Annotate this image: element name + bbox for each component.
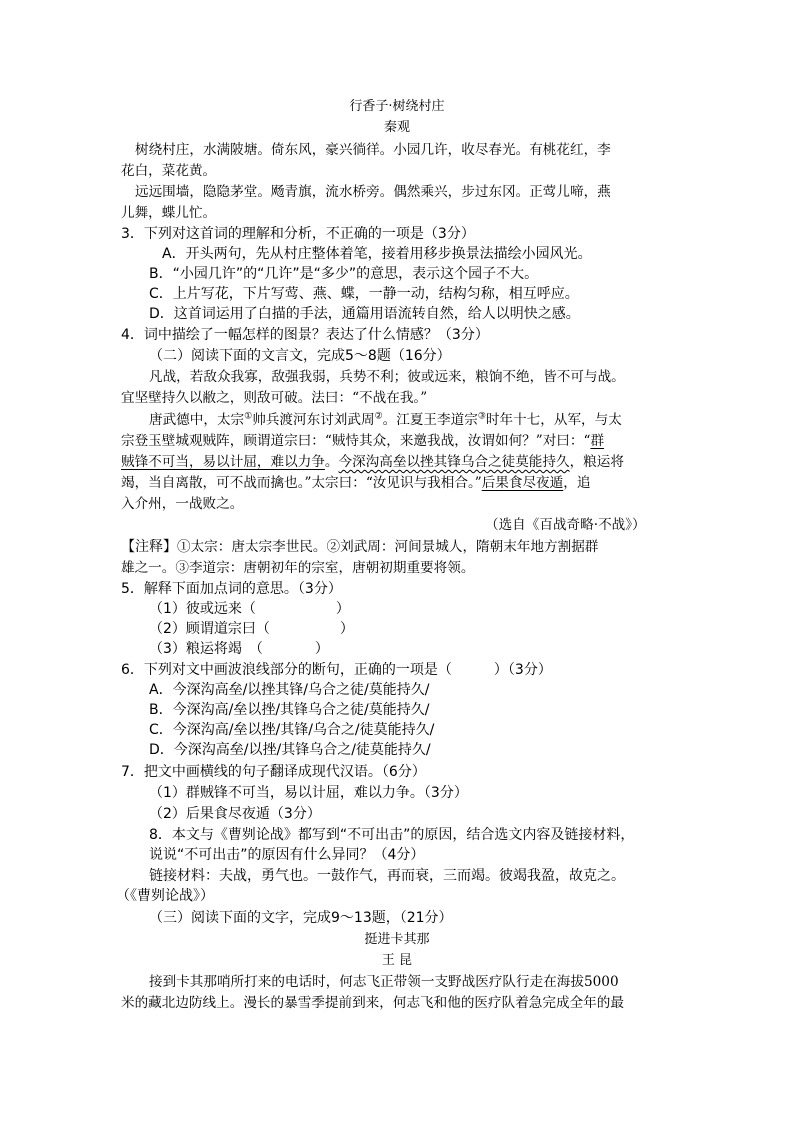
passage-line: 宗登玉壁城观贼阵，顾谓道宗曰：“贼恃其众，来邀我战，汝谓如何？”对曰：“群 bbox=[121, 433, 605, 449]
passage-line: 唐武德中，太宗①帅兵渡河东讨刘武周②。江夏王李道宗③时年十七，从军，与太 bbox=[149, 411, 622, 428]
question-6-option-c: C．今深沟高/垒以挫/其锋/乌合之/徒莫能持久/ bbox=[149, 722, 435, 738]
poem-author: 秦观 bbox=[383, 120, 410, 135]
underlined-sentence: 后果食尽夜遁 bbox=[481, 475, 564, 491]
passage-line: 凡战，若敌众我寡，敌强我弱，兵势不利；彼或远来，粮饷不绝，皆不可与战。 bbox=[149, 369, 625, 385]
passage-line: 贼锋不可当，易以计屈，难以力争。今深沟高垒以挫其锋乌合之徒莫能持久，粮运将 bbox=[121, 454, 624, 470]
poem-line: 儿舞，蝶儿忙。 bbox=[121, 205, 217, 221]
question-8-stem: 8．本文与《曹刿论战》都写到“不可出击”的原因，结合选文内容及链接材料， bbox=[149, 827, 635, 843]
question-5-item-1: （1）彼或远来（ ） bbox=[149, 601, 350, 617]
question-3-option-b: B．“小园几许”的“几许”是“多少”的意思，表示这个园子不大。 bbox=[149, 266, 539, 282]
question-3-option-a: A．开头两句，先从村庄整体着笔，接着用移步换景法描绘小园风光。 bbox=[162, 246, 592, 262]
underlined-sentence: 贼锋不可当，易以计屈，难以力争 bbox=[121, 454, 325, 470]
annotation-label: 【注释】 bbox=[121, 539, 177, 555]
question-3-option-c: C．上片写花，下片写莺、燕、蝶，一静一动，结构匀称，相互呼应。 bbox=[149, 286, 579, 302]
question-5-stem: 5．解释下面加点词的意思。（3分） bbox=[121, 581, 342, 597]
note-mark: ② bbox=[374, 411, 383, 422]
poem-line: 花白，菜花黄。 bbox=[121, 163, 217, 179]
question-8-stem: 说说“不可出击”的原因有什么异同？（4分） bbox=[149, 847, 425, 863]
question-6-option-d: D．今深沟高垒/以挫/其锋乌合之/徒莫能持久/ bbox=[149, 742, 431, 758]
passage-source: （选自《百战奇略·不战》） bbox=[485, 517, 646, 533]
article-line: 米的藏北边防线上。漫长的暴雪季提前到来，何志飞和他的医疗队着急完成全年的最 bbox=[121, 995, 624, 1011]
question-4-stem: 4．词中描绘了一幅怎样的图景？表达了什么情感？（3分） bbox=[121, 327, 489, 343]
question-7-stem: 7．把文中画横线的句子翻译成现代汉语。（6分） bbox=[121, 764, 426, 780]
note-mark: ① bbox=[244, 411, 253, 422]
question-5-item-3: （3）粮运将竭 （ ） bbox=[149, 641, 329, 657]
passage-line: 竭，当自离散，可不战而擒也。”太宗曰：“汝见识与我相合。”后果食尽夜遁，追 bbox=[121, 475, 591, 491]
annotation: 雄之一。③李道宗：唐朝初年的宗室，唐朝初期重要将领。 bbox=[121, 560, 475, 576]
wavy-line-sentence: 今深沟高垒以挫其锋乌合之徒莫能持久 bbox=[338, 454, 570, 470]
question-3-stem: 3．下列对这首词的理解和分析，不正确的一项是（3分） bbox=[121, 226, 475, 242]
question-6-stem: 6．下列对文中画波浪线部分的断句，正确的一项是（ ）（3分） bbox=[121, 662, 552, 678]
question-6-option-a: A．今深沟高垒/以挫其锋/乌合之徒/莫能持久/ bbox=[149, 682, 430, 698]
link-material-source: （《曹刿论战》） bbox=[116, 888, 214, 904]
poem-line: 树绕村庄，水满陂塘。倚东风，豪兴徜徉。小园几许，收尽春光。有桃花红，李 bbox=[135, 142, 611, 158]
poem-title: 行香子·树绕村庄 bbox=[349, 99, 445, 114]
question-5-item-2: （2）顾谓道宗曰（ ） bbox=[149, 621, 354, 637]
link-material: 链接材料：夫战，勇气也。一鼓作气，再而衰，三而竭。彼竭我盈，故克之。 bbox=[149, 868, 625, 884]
article-author: 王 昆 bbox=[381, 953, 413, 968]
question-7-item-1: （1）群贼锋不可当，易以计屈，难以力争。（3分） bbox=[149, 785, 468, 801]
article-title: 挺进卡其那 bbox=[364, 932, 430, 947]
poem-line: 远远围墙，隐隐茅堂。飏青旗，流水桥旁。偶然乘兴，步过东冈。正莺儿啼，燕 bbox=[135, 184, 611, 200]
section-2-header: （二）阅读下面的文言文，完成5～8题（16分） bbox=[149, 348, 451, 364]
passage-line: 宜坚壁持久以敝之，则敌可破。法曰：“不战在我。” bbox=[121, 390, 428, 406]
note-mark: ③ bbox=[477, 411, 486, 422]
question-3-option-d: D．这首词运用了白描的手法，通篇用语流转自然，给人以明快之感。 bbox=[149, 306, 580, 322]
question-7-item-2: （2）后果食尽夜遁（3分） bbox=[149, 806, 321, 822]
article-line: 接到卡其那哨所打来的电话时，何志飞正带领一支野战医疗队行走在海拔5000 bbox=[149, 974, 619, 990]
section-3-header: （三）阅读下面的文字，完成9～13题，（21分） bbox=[149, 910, 453, 926]
underlined-sentence: 群 bbox=[590, 433, 605, 449]
passage-line: 入介州，一战败之。 bbox=[121, 496, 244, 512]
question-6-option-b: B．今深沟高/垒以挫/其锋乌合之徒/莫能持久/ bbox=[149, 702, 430, 718]
annotation: 【注释】①太宗：唐太宗李世民。②刘武周：河间景城人，隋朝末年地方割据群 bbox=[121, 539, 599, 555]
